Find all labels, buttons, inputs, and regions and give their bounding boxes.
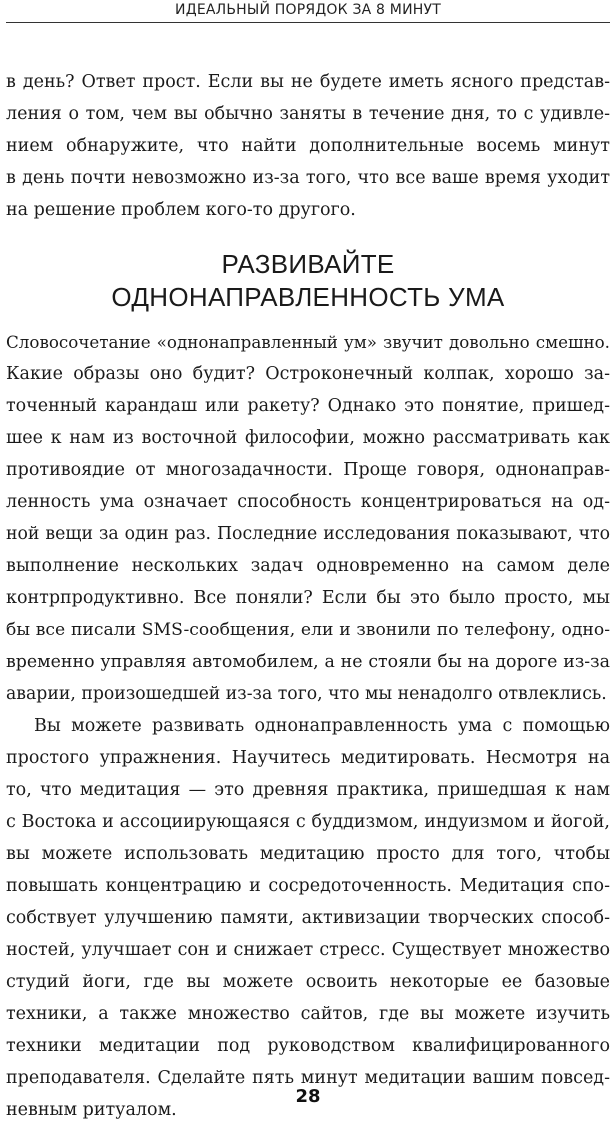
text-line: преподавателя. Сделайте пять минут медитации вашим повсед- (6, 1068, 610, 1088)
text-line: Какие образы оно будит? Остроконечный колпак, хорошо за- (6, 364, 610, 384)
text-line: выполнение нескольких задач одновременно на самом деле (6, 556, 610, 576)
text-line: невным ритуалом. (6, 1100, 177, 1120)
text-line: точенный карандаш или ракету? Однако это понятие, пришед- (6, 396, 610, 416)
text-line: техники медитации под руководством квалифицированного (6, 1036, 610, 1056)
running-title: ИДЕАЛЬНЫЙ ПОРЯДОК ЗА 8 МИНУТ (175, 2, 441, 18)
text-line: Вы можете развивать однонаправленность ума с помощью (34, 716, 610, 736)
text-line: ностей, улучшает сон и снижает стресс. Существует множество (6, 940, 610, 960)
text-line: ленность ума означает способность концентрироваться на од- (6, 492, 610, 512)
text-line: вы можете использовать медитацию просто для того, чтобы (6, 844, 610, 864)
text-line: в день почти невозможно из-за того, что все ваше время уходит (6, 168, 610, 188)
section-heading-line-2: ОДНОНАПРАВЛЕННОСТЬ УМА (111, 282, 505, 312)
text-line: ной вещи за один раз. Последние исследования показывают, что (6, 524, 610, 544)
header-rule (6, 22, 610, 23)
text-line: бы все писали SMS-сообщения, ели и звонили по телефону, одно- (6, 620, 610, 640)
text-line: с Востока и ассоциирующаяся с буддизмом, индуизмом и йогой, (6, 812, 610, 832)
text-line: повышать концентрацию и сосредоточенность. Медитация спо- (6, 876, 610, 896)
text-line: Словосочетание «однонаправленный ум» звучит довольно смешно. (6, 332, 610, 352)
text-line: нием обнаружите, что найти дополнительные восемь минут (6, 136, 610, 156)
section-heading-line-1: РАЗВИВАЙТЕ (221, 249, 395, 279)
text-line: простого упражнения. Научитесь медитировать. Несмотря на (6, 748, 610, 768)
text-line: техники, а также множество сайтов, где вы можете изучить (6, 1004, 610, 1024)
page-number: 28 (295, 1086, 321, 1107)
section-body (6, 326, 610, 1126)
section-heading (0, 248, 616, 314)
text-line: то, что медитация — это древняя практика, пришедшая к нам (6, 780, 610, 800)
text-line: временно управляя автомобилем, а не стояли бы на дороге из-за (6, 652, 610, 672)
text-line: шее к нам из восточной философии, можно рассматривать как (6, 428, 610, 448)
paragraph-continuation (6, 66, 610, 226)
text-line: в день? Ответ прост. Если вы не будете иметь ясного представ- (6, 72, 610, 92)
text-line: студий йоги, где вы можете освоить некоторые ее базовые (6, 972, 610, 992)
text-line: на решение проблем кого-то другого. (6, 200, 356, 220)
text-line: собствует улучшению памяти, активизации творческих способ- (6, 908, 610, 928)
text-line: ления о том, чем вы обычно заняты в течение дня, то с удивле- (6, 104, 610, 124)
text-line: контрпродуктивно. Все поняли? Если бы это было просто, мы (6, 588, 610, 608)
text-line: аварии, произошедшей из-за того, что мы ненадолго отвлеклись. (6, 684, 607, 704)
text-line: противоядие от многозадачности. Проще говоря, однонаправ- (6, 460, 610, 480)
